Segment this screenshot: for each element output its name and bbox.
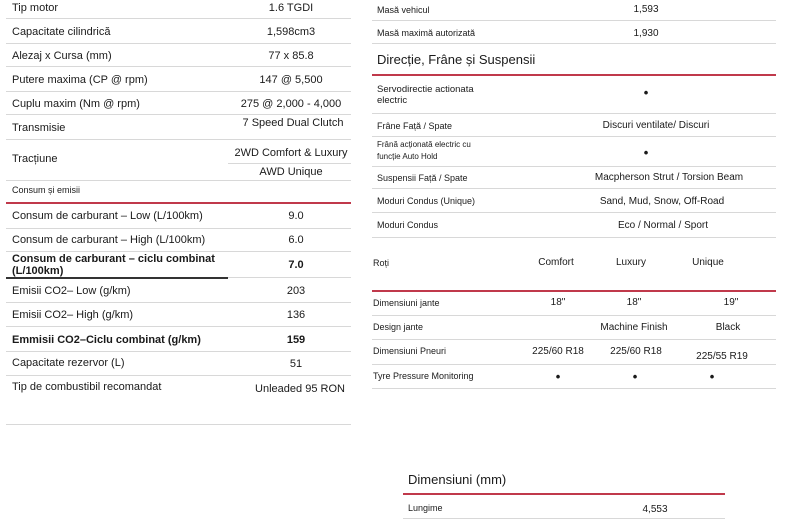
spec-value: 4,553 bbox=[642, 504, 668, 515]
row-divider bbox=[6, 180, 351, 181]
spec-label: Design jante bbox=[373, 322, 424, 332]
row-divider bbox=[6, 114, 351, 115]
spec-value: 203 bbox=[286, 285, 306, 297]
spec-value: 147 @ 5,500 bbox=[259, 74, 323, 86]
row-divider bbox=[6, 424, 351, 425]
row-divider bbox=[6, 18, 351, 19]
spec-value: Machine Finish bbox=[600, 322, 668, 333]
row-divider bbox=[372, 212, 776, 213]
spec-value: 136 bbox=[286, 309, 306, 321]
row-divider bbox=[372, 20, 776, 21]
row-divider bbox=[228, 163, 351, 164]
spec-value: Eco / Normal / Sport bbox=[617, 220, 709, 231]
spec-value: 18" bbox=[550, 297, 566, 308]
column-header: Luxury bbox=[615, 257, 647, 268]
spec-value: 225/60 R18 bbox=[610, 346, 662, 357]
spec-value: Macpherson Strut / Torsion Beam bbox=[594, 172, 744, 183]
bullet-indicator: • bbox=[643, 85, 649, 100]
spec-value: 2WD Comfort & Luxury bbox=[234, 147, 348, 159]
spec-label: Frâne Față / Spate bbox=[377, 121, 453, 131]
label-line: funcție Auto Hold bbox=[377, 152, 438, 161]
spec-label: Tip motor bbox=[12, 2, 59, 14]
bullet-indicator: • bbox=[709, 369, 715, 384]
spec-label: Dimensiuni jante bbox=[373, 298, 440, 308]
section-divider bbox=[372, 290, 776, 292]
bullet-indicator: • bbox=[643, 145, 649, 160]
spec-label: Capacitate rezervor (L) bbox=[12, 357, 125, 369]
spec-value: Sand, Mud, Snow, Off-Road bbox=[599, 196, 725, 207]
row-divider bbox=[372, 43, 776, 44]
row-divider bbox=[372, 364, 776, 365]
row-divider bbox=[403, 518, 725, 519]
spec-label: Consum de carburant – ciclu combinat bbox=[12, 253, 215, 265]
spec-value: Discuri ventilate/ Discuri bbox=[602, 120, 710, 131]
spec-label: Consum de carburant – High (L/100km) bbox=[12, 234, 206, 246]
row-divider bbox=[372, 166, 776, 167]
bullet-indicator: • bbox=[632, 369, 638, 384]
spec-label bbox=[377, 139, 471, 163]
spec-value: 7.0 bbox=[288, 259, 304, 271]
label-line: electric bbox=[377, 95, 408, 106]
row-divider bbox=[6, 351, 351, 352]
bullet-indicator: • bbox=[555, 369, 561, 384]
row-divider bbox=[228, 277, 351, 278]
spec-value: 1,593 bbox=[633, 4, 659, 15]
row-divider bbox=[372, 315, 776, 316]
spec-label: (L/100km) bbox=[12, 265, 64, 277]
section-divider bbox=[403, 493, 725, 495]
spec-label: Cuplu maxim (Nm @ rpm) bbox=[12, 98, 140, 110]
spec-label: Alezaj x Cursa (mm) bbox=[12, 50, 112, 62]
row-divider bbox=[372, 237, 776, 238]
spec-value: 1,598cm3 bbox=[266, 26, 316, 38]
spec-value: 1,930 bbox=[633, 28, 659, 39]
spec-label: Consum de carburant – Low (L/100km) bbox=[12, 210, 203, 222]
spec-label: Tyre Pressure Monitoring bbox=[373, 371, 474, 381]
column-header: Comfort bbox=[538, 257, 574, 268]
spec-value: 9.0 bbox=[288, 210, 304, 222]
section-divider bbox=[6, 202, 351, 204]
spec-label: Tip de combustibil recomandat bbox=[12, 381, 162, 393]
row-divider bbox=[6, 251, 351, 252]
row-divider bbox=[372, 113, 776, 114]
spec-value: AWD Unique bbox=[259, 166, 323, 178]
row-divider bbox=[6, 375, 351, 376]
section-title: Dimensiuni (mm) bbox=[408, 472, 507, 487]
spec-label: Suspensii Față / Spate bbox=[377, 173, 468, 183]
spec-label: Masă maximă autorizată bbox=[377, 28, 476, 38]
spec-label: Dimensiuni Pneuri bbox=[373, 346, 447, 356]
label-line: Frână acționată electric cu bbox=[377, 140, 471, 149]
spec-value: 77 x 85.8 bbox=[268, 50, 314, 62]
spec-label: Transmisie bbox=[12, 122, 66, 134]
row-divider bbox=[6, 302, 351, 303]
spec-value: 159 bbox=[286, 334, 306, 346]
row-divider bbox=[372, 388, 776, 389]
row-divider bbox=[372, 188, 776, 189]
label-line: Servodirectie actionata bbox=[377, 84, 474, 95]
spec-value: Black bbox=[715, 322, 741, 333]
spec-label: Moduri Condus (Unique) bbox=[377, 196, 476, 206]
spec-value: 275 @ 2,000 - 4,000 bbox=[240, 98, 342, 110]
spec-label bbox=[377, 84, 474, 106]
spec-label: Emisii CO2– High (g/km) bbox=[12, 309, 134, 321]
spec-label: Masă vehicul bbox=[377, 5, 430, 15]
row-divider bbox=[6, 91, 351, 92]
section-title: Direcție, Frâne și Suspensii bbox=[377, 52, 536, 67]
row-divider bbox=[6, 139, 351, 140]
spec-value: 7 Speed Dual Clutch bbox=[242, 117, 344, 129]
spec-label: Emisii CO2– Low (g/km) bbox=[12, 285, 131, 297]
spec-label: Putere maxima (CP @ rpm) bbox=[12, 74, 148, 86]
spec-value: 18" bbox=[626, 297, 642, 308]
spec-label: Tracțiune bbox=[12, 153, 58, 165]
spec-value: 6.0 bbox=[288, 234, 304, 246]
spec-value: 1.6 TGDI bbox=[268, 2, 314, 14]
spec-value: 225/55 R19 bbox=[696, 351, 748, 362]
row-divider bbox=[372, 136, 776, 137]
section-title: Consum și emisii bbox=[12, 185, 81, 195]
spec-value: 225/60 R18 bbox=[532, 346, 584, 357]
spec-label: Capacitate cilindrică bbox=[12, 26, 111, 38]
spec-value: Unleaded 95 RON bbox=[255, 383, 345, 395]
row-divider bbox=[6, 326, 351, 327]
section-divider bbox=[372, 74, 776, 76]
row-divider bbox=[6, 277, 228, 279]
row-divider bbox=[6, 43, 351, 44]
column-header: Unique bbox=[692, 257, 724, 268]
row-divider bbox=[6, 66, 351, 67]
spec-label: Moduri Condus bbox=[377, 220, 439, 230]
row-divider bbox=[6, 228, 351, 229]
spec-label: Lungime bbox=[408, 503, 443, 513]
spec-label: Emmisii CO2–Ciclu combinat (g/km) bbox=[12, 334, 201, 346]
row-divider bbox=[372, 339, 776, 340]
spec-value: 19" bbox=[723, 297, 739, 308]
spec-value: 51 bbox=[289, 358, 303, 370]
section-title: Roți bbox=[373, 258, 390, 268]
